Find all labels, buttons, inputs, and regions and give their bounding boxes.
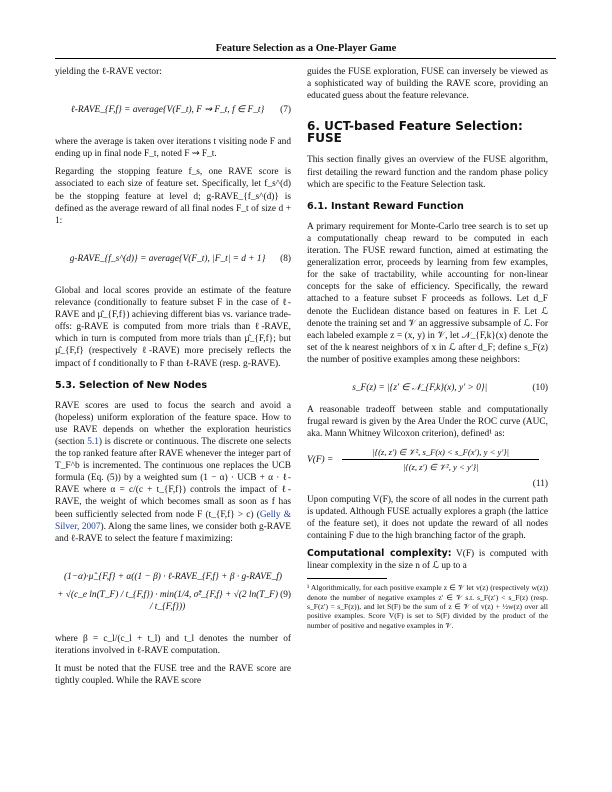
paragraph-complexity xyxy=(307,548,548,572)
section-heading-6: 6. UCT-based Feature Selection: FUSE xyxy=(307,119,523,146)
paragraph: Regarding the stopping feature f_s, one RAVE score is associated to each size of feature set. Specifically, let f_s^(d) be the stopping feature at level d; g-RAVE_{f_s^(d)} is defined as the average reward of all final nodes F_t of size d + 1: xyxy=(55,167,291,226)
paragraph: guides the FUSE exploration, FUSE can inversely be viewed as a sophisticated way of building the RAVE score, providing an educated guess about the feature relevance. xyxy=(307,67,548,102)
equation-number: (10) xyxy=(532,382,548,393)
equation-number: (8) xyxy=(280,253,291,264)
paragraph: where β = c_l/(c_l + t_l) and t_l denotes the number of iterations involved in ℓ-RAVE computation. xyxy=(55,634,291,657)
equation-9 xyxy=(55,571,291,613)
equation-lhs: V(F) = xyxy=(307,454,334,465)
text-run: V(F) is computed with linear complexity in the size n of ℒ up to a xyxy=(307,549,548,572)
fraction-bar xyxy=(342,459,540,460)
section-heading-5-3: 5.3. Selection of New Nodes xyxy=(55,379,208,391)
equation-number: (7) xyxy=(280,105,291,116)
equation-line-2: + √(c_e ln(T_F) / t_{F,f}) · min(1/4, σ̂²_{F,f} + √(2 ln(T_F) / t_{F,f})) xyxy=(57,589,278,612)
left-column xyxy=(55,66,291,693)
citation-link[interactable]: Gelly & Silver, 2007 xyxy=(55,509,291,532)
footnote: ¹ Algorithmically, for each positive example z ∈ 𝒱 let v(z) (respectively w(z)) denote the number of negative examples z′ ∈ 𝒱 s.t. s_F(z′) < s_F(z) (resp. s_F(z′) = s_F(z)), and let S(F) be the sum of z ∈ 𝒱 of v(z) + ½w(z) over all positive examples. Score V(F) is set to S(F) divided by the product of the number of positive and negative examples in 𝒱. xyxy=(307,583,548,630)
paragraph-title: Computational complexity: xyxy=(307,548,452,559)
paragraph: A reasonable tradeoff between stable and computationally frugal reward is given by the Area Under the ROC curve (AUC, aka. Mann Whitney Wilcoxon criterion), defined¹ as: xyxy=(307,405,548,440)
fraction-numerator: |{(z, z′) ∈ 𝒱², s_F(x) < s_F(x′), y < y′}| xyxy=(372,447,510,458)
paragraph: A primary requirement for Monte-Carlo tree search is to set up a computationally cheap reward to be computed in each iteration. The FUSE reward function, aimed at estimating the generalization error, proceeds by learning from few examples, for the sake of tractability, while accounting for non-linear concepts for the sake of efficiency. Specifically, the reward attached to a feature subset F proceeds as follows. Let d_F denote the Euclidean distance based on features in F. Let ℒ denote the training set and 𝒱 an aggressive subsample of ℒ. For each labeled example z = (x, y) in 𝒱, let 𝒩_{F,k}(x) denote the set of the k nearest neighbors of x in ℒ after d_F; define s_F(z) the number of positive examples among these neighbors: xyxy=(307,221,548,365)
paragraph: yielding the ℓ-RAVE vector: xyxy=(55,67,162,77)
equation-8 xyxy=(55,253,291,265)
paragraph: Global and local scores provide an estimate of the feature relevance (conditionally to feature subset F in the case of ℓ-RAVE and µ̂_{F,f}) achieving different bias vs. variance trade-offs: g-RAVE is computed from more trials than ℓ-RAVE, which in turn is computed from more trials than µ̂_{F,f}; but µ̂_{F,f} (respectively ℓ-RAVE) more precisely reflects the impact of f conditionally to F than ℓ-RAVE (resp. g-RAVE). xyxy=(55,285,291,369)
footnote-rule xyxy=(307,578,387,579)
header-rule xyxy=(55,58,556,59)
running-header: Feature Selection as a One-Player Game xyxy=(215,43,397,54)
paragraph: This section finally gives an overview of the FUSE algorithm, first detailing the reward function and the random phase policy which are specific to the Feature Selection task. xyxy=(307,155,548,190)
equation-11 xyxy=(307,446,548,473)
right-column xyxy=(307,66,548,630)
paragraph: where the average is taken over iterations t visiting node F and ending up in final node F_t, noted F ⇝ F_t. xyxy=(55,137,291,160)
equation-body: ℓ-RAVE_{F,f} = average{V(F_t), F ⇝ F_t, f ∈ F_t} xyxy=(70,105,265,116)
text-run: ). Along the same lines, we consider both g-RAVE and ℓ-RAVE to select the feature f maximizing: xyxy=(55,521,292,544)
equation-10 xyxy=(307,382,548,394)
paragraph: Upon computing V(F), the score of all nodes in the current path is updated. Although FUSE actually explores a graph (the lattice of the feature set), it does not update the reward of all nodes containing F due to the high branching factor of the graph. xyxy=(307,494,548,541)
fraction-denominator: |{(z, z′) ∈ 𝒱², y < y′}| xyxy=(402,462,479,473)
equation-body: s_F(z) = |{z′ ∈ 𝒩_{F,k}(x), y′ > 0}| xyxy=(352,382,488,393)
paragraph-rave xyxy=(55,400,291,545)
equation-number: (9) xyxy=(280,589,291,600)
text-run: ) is discrete or continuous. The discrete one selects the top ranked feature after RAVE whenever the integer part of T_F^b is incremented. The continuous one replaces the UCB formula (Eq. (5)) by a weighted sum (1 − α) · UCB + α · ℓ-RAVE where α = c/(c + t_{F,f}) controls the impact of ℓ-RAVE, the weight of which becomes small as soon as f has been sufficiently selected from node F (t_{F,f} > c) ( xyxy=(55,436,291,520)
section-heading-6-1: 6.1. Instant Reward Function xyxy=(307,200,464,212)
equation-body: g-RAVE_{f_s^(d)} = average{V(F_t), |F_t| = d + 1} xyxy=(69,253,266,264)
equation-7 xyxy=(55,104,291,116)
equation-line-1: (1−α)·µ̂_{F,f} + α((1 − β) · ℓ-RAVE_{F,f} + β · g-RAVE_f) xyxy=(63,571,283,582)
text-run: RAVE scores are used to focus the search and avoid a (hopeless) uniform exploration of the feature space. How to use RAVE depends on whether the exploration heuristics (section xyxy=(55,400,291,447)
equation-number: (11) xyxy=(532,478,548,489)
paragraph: It must be noted that the FUSE tree and the RAVE score are tightly coupled. While the RAVE score xyxy=(55,664,291,687)
section-link[interactable]: 5.1 xyxy=(87,436,99,447)
